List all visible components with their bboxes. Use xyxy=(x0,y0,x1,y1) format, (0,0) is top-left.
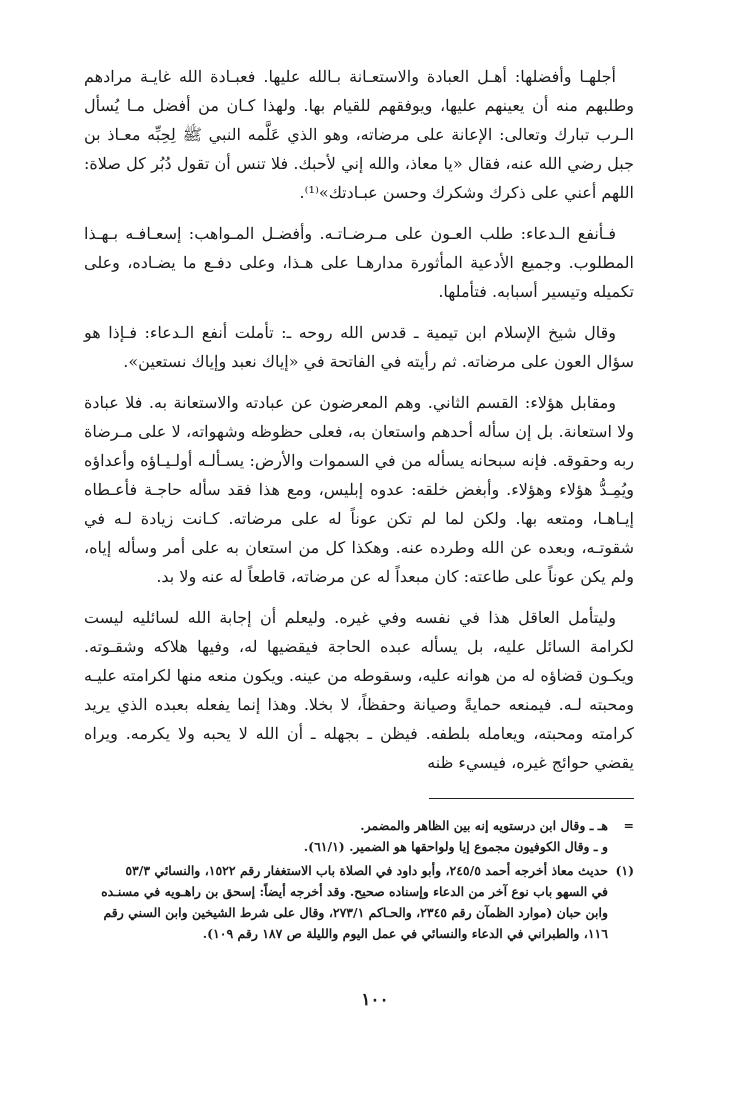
continuation-line: هـ ـ وقال ابن درستويه إنه بين الظاهر والمضمر. xyxy=(360,818,608,833)
paragraph-5: وليتأمل العاقل هذا في نفسه وفي غيره. وليعلم أن إجابة الله لسائليه ليست لكرامة السائل عليه، بل يسأله عبده الحاجة فيقضيها له، وفيها هلاكه وشقـوته. ويكـون قضاؤه له من هوانه عليه، وسقوطه من عينه. ويكون منعه منها لكرامته عليـه ومحبته لـه. فيمنعه حمايةً وصيانة وحفظاً، لا بخلا. وهذا إنما يفعله بعبده الذي يريد كرامته ومحبته، ويعامله بلطفه. فيظن ـ بجهله ـ أن الله لا يحبه ولا يكرمه. ويراه يقضي حوائج غيره، فيسيء ظنه xyxy=(84,608,635,772)
continuation-marker: = xyxy=(623,818,634,833)
continuation-line: و ـ وقال الكوفيون مجموع إيا ولواحقها هو الضمير. (٦١/١). xyxy=(303,839,608,854)
footnote-line: ١١٦، والطبراني في الدعاء والنسائي في عمل اليوم والليلة ص ١٨٧ رقم ١٠٩). xyxy=(202,926,608,941)
paragraph-3: وقال شيخ الإسلام ابن تيمية ـ قدس الله روحه ـ: تأملت أنفع الـدعاء: فـإذا هو سؤال العون على مرضاته. ثم رأيته في الفاتحة في «إياك نعبد وإياك نستعين». xyxy=(84,323,634,371)
paragraph-4: ومقابل هؤلاء: القسم الثاني. وهم المعرضون عن عبادته والاستعانة به. فلا عبادة ولا استعانة. بل إن سأله أحدهم واستعان به، فعلى حظوظه وشهواته، لا على مـرضاة ربه وحقوقه. فإنه سبحانه يسأله من في السموات والأرض: يسـألـه أولـيـاؤه وأعداؤه ويُمِـدُّ هؤلاء وهؤلاء. وأبغض خلقه: عدوه إبليس، ومع هذا فقد سأله حاجـة فأعـطاه إيـاهـا، ومتعه بها. ولكن لما لم تكن عوناً له على مرضاته. كـانت زيادة لـه في شقوتـه، وبعده عن الله وطرده عنه. وهكذا كل من استعان به على أمر وسأله إياه، ولم يكن عوناً على طاعته: كان مبعداً له عن مرضاته، قاطعاً له عنه ولا بد. xyxy=(84,393,635,586)
paragraph-1: أجلهـا وأفضلها: أهـل العبادة والاستعـانة بـالله عليها. فعبـادة الله غايـة مرادهم وطلبهم منه أن يعينهم عليها، ويوفقهم للقيام بها. ولهذا كـان من أفضل مـا يُسأل الـرب تبارك وتعالى: الإعانة على مرضاته، وهو الذي عَلَّمه النبي ﷺ لِحِبِّه معـاذ بن جبل رضي الله عنه، فقال «يا معاذ، والله إني لأحبك. فلا تنس أن تقول دُبُر كل صلاة: اللهم أعني على ذكرك وشكرك وحسن عبـادتك»⁽¹⁾. xyxy=(84,67,634,202)
footnote-separator xyxy=(429,798,634,799)
footnote-body xyxy=(84,860,608,944)
page-number: ١٠٠ xyxy=(361,990,389,1010)
footnote-1 xyxy=(84,860,634,944)
footnote-line: حديث معاذ أخرجه أحمد ٢٤٥/٥، وأبو داود في الصلاة باب الاستغفار رقم ١٥٢٢، والنسائي ٥٣/٣ xyxy=(125,863,608,878)
footnote-marker: (١) xyxy=(615,863,634,878)
footnote-line: وابن حبان (موارد الظمآن رقم ٢٣٤٥، والحـاكم ٢٧٣/١، وقال على شرط الشيخين وابن السني رقم xyxy=(103,905,608,920)
footnotes xyxy=(84,815,634,944)
continuation-body xyxy=(84,815,608,857)
footnote-continuation xyxy=(84,815,634,857)
footnote-line: في السهو باب نوع آخر من الدعاء وإسناده صحيح. وقد أخرجه أيضاً: إسحق بن راهـويه في مسنـده xyxy=(101,884,608,899)
main-text-body xyxy=(84,62,634,789)
paragraph-2: فـأنفع الـدعاء: طلب العـون على مـرضـاتـه. وأفضـل المـواهب: إسعـافـه بـهـذا المطلوب. وجميع الأدعية المأثورة مدارهـا على هـذا، وعلى دفـع ما يضـاده، وعلى تكميله وتيسير أسبابه. فتأملها. xyxy=(84,224,634,301)
